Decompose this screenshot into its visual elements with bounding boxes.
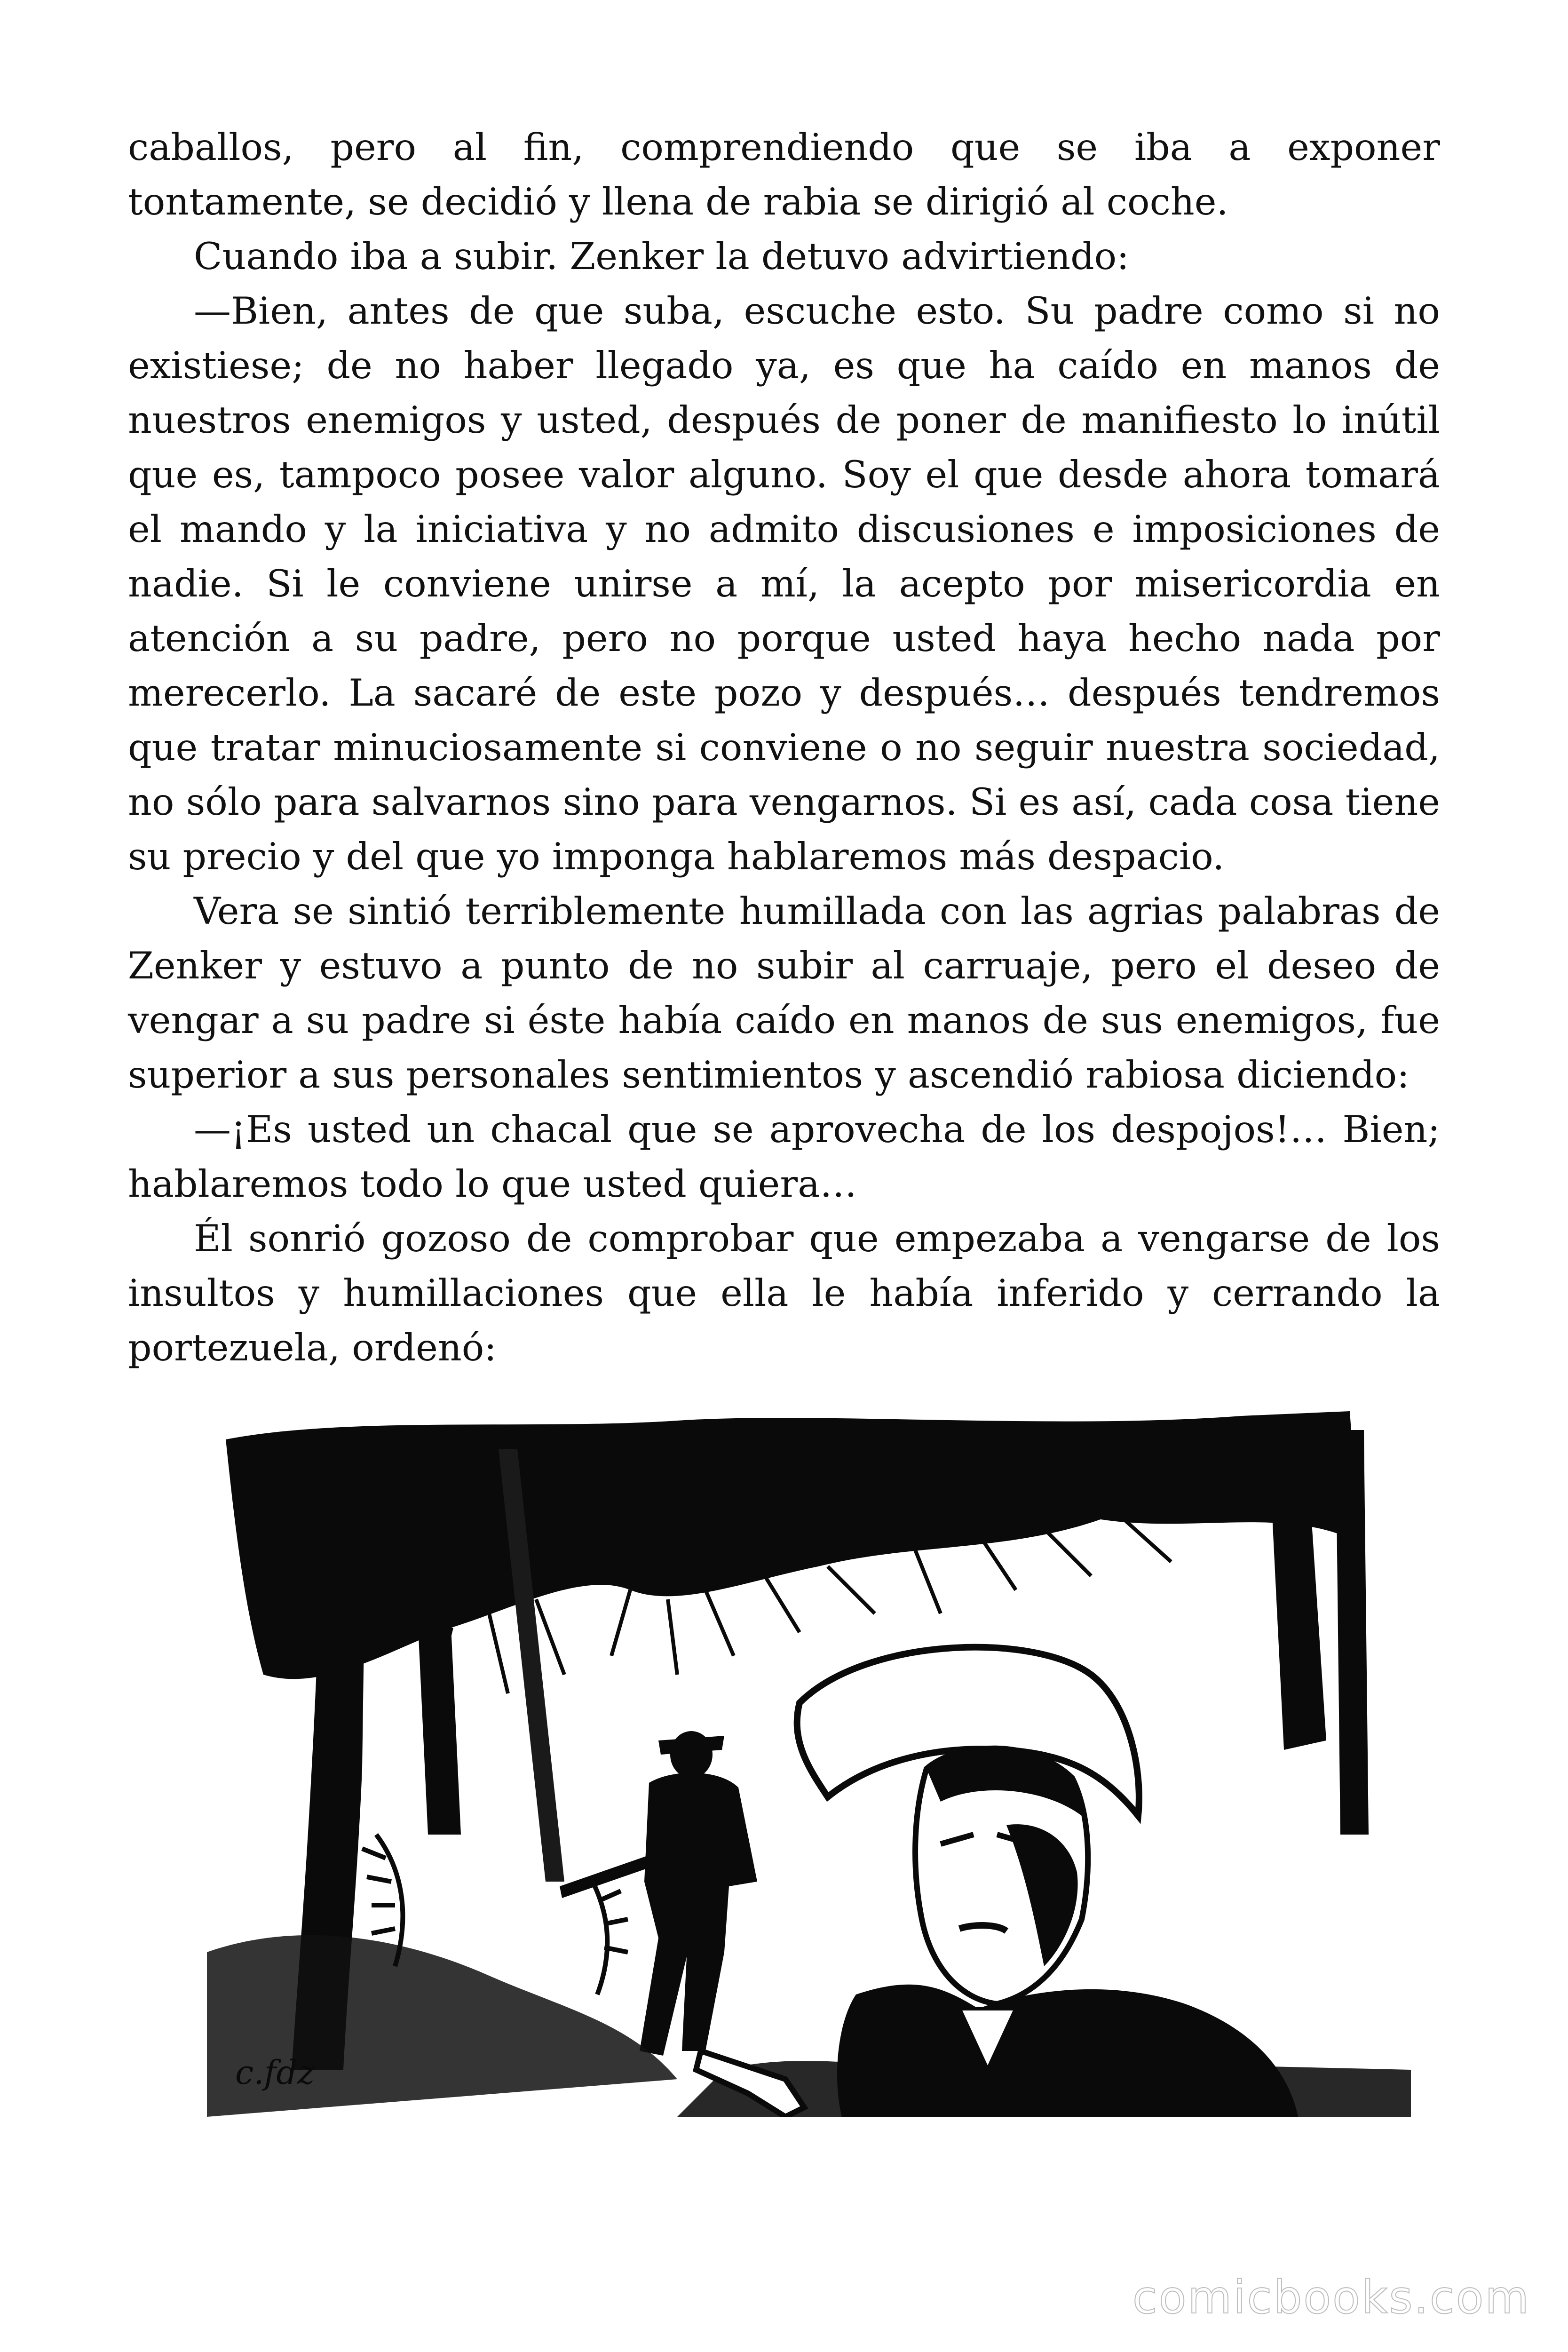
- body-text: [128, 120, 1440, 1375]
- paragraph-4: Vera se sintió terriblemente humillada con las agrias palabras de Zenker y estuvo a punto de no subir al carruaje, pero el deseo de vengar a su padre si éste había caído en manos de sus enemigos, fue superior a sus personales sentimientos y ascendió rabiosa diciendo:: [128, 890, 1440, 1097]
- paragraph-2: Cuando iba a subir. Zenker la detuvo advirtiendo:: [194, 235, 1129, 278]
- canopy: [226, 1411, 1359, 1679]
- walking-man-silhouette: [560, 1731, 757, 2056]
- man-in-hat: [797, 1647, 1298, 2117]
- tree-trunk-far-right: [1336, 1430, 1369, 1835]
- forest-illustration: [207, 1411, 1411, 2117]
- site-watermark: comicbooks.com: [1132, 2271, 1530, 2324]
- artist-signature: c.fdz: [235, 2053, 315, 2092]
- paragraph-5: —¡Es usted un chacal que se aprovecha de los despojos!… Bien; hablaremos todo lo que usted quiera…: [128, 1108, 1440, 1206]
- paragraph-1: caballos, pero al fin, comprendiendo que se iba a exponer tontamente, se decidió y llena de rabia se dirigió al coche.: [128, 126, 1440, 223]
- paragraph-3: —Bien, antes de que suba, escuche esto. Su padre como si no existiese; de no haber llegado ya, es que ha caído en manos de nuestros enemigos y usted, después de poner de manifiesto lo inútil que es, tampoco posee valor alguno. Soy el que desde ahora tomará el mando y la iniciativa y no admito discusiones e imposiciones de nadie. Si le conviene unirse a mí, la acepto por misericordia en atención a su padre, pero no porque usted haya hecho nada por merecerlo. La sacaré de este pozo y después… después tendremos que tratar minuciosamente si conviene o no seguir nuestra sociedad, no sólo para salvarnos sino para vengarnos. Si es así, cada cosa tiene su precio y del que yo imponga hablaremos más despacio.: [128, 289, 1440, 878]
- paragraph-6: Él sonrió gozoso de comprobar que empezaba a vengarse de los insultos y humillaciones que ella le había inferido y cerrando la portezuela, ordenó:: [128, 1217, 1440, 1369]
